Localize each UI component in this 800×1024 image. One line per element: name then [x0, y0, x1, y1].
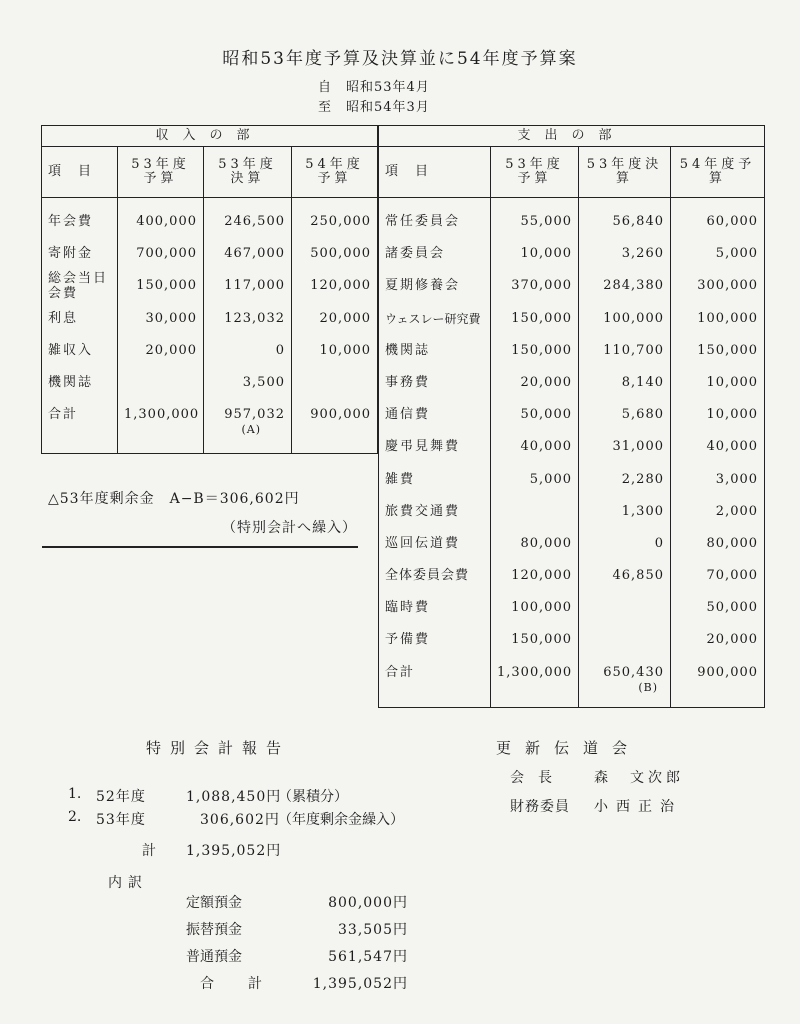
income-cell: 150,000	[136, 278, 197, 294]
income-header-c2: 53年度決算	[218, 156, 277, 186]
income-c3-column	[292, 198, 378, 454]
expense-cell: 150,000	[511, 310, 572, 326]
income-header-c1: 53年度予算	[131, 156, 190, 186]
officer-name: 森 文次郎	[594, 770, 684, 786]
income-cell: 123,032	[224, 310, 285, 326]
expense-table	[378, 125, 765, 708]
expense-cell: 10,000	[706, 374, 759, 390]
breakdown-total: 1,395,052円	[312, 976, 408, 992]
income-cell: 10,000	[319, 342, 372, 358]
expense-cell: 40,000	[520, 439, 572, 455]
expense-header-item: 項 目	[379, 147, 491, 198]
expense-row-label: 諸委員会	[385, 246, 446, 262]
breakdown-item-label: 普通預金	[186, 949, 242, 965]
expense-cell: 60,000	[706, 214, 759, 229]
expense-cell: 1,300,000	[497, 664, 573, 680]
income-header-c3: 54年度予算	[305, 156, 364, 186]
expense-cell: 284,380	[603, 278, 664, 294]
expense-mark-b: (B)	[638, 680, 658, 694]
expense-cell: 80,000	[520, 535, 572, 551]
expense-cell: 5,000	[715, 246, 759, 262]
expense-cell: 46,850	[612, 568, 664, 584]
special-line-year: 52年度	[96, 789, 146, 805]
breakdown-item-label: 定額預金	[186, 895, 242, 911]
breakdown-total-label: 合計	[200, 976, 296, 992]
expense-cell	[585, 624, 664, 656]
expense-row-label: 機関誌	[385, 342, 431, 358]
income-cell: 700,000	[136, 246, 197, 262]
expense-cell: 300,000	[697, 278, 759, 294]
expense-cell	[585, 592, 664, 624]
special-line-no: 1.	[68, 786, 82, 802]
income-row-label: 総会当日会費	[48, 271, 109, 302]
income-c1-column	[118, 198, 204, 454]
expense-header-c3: 54年度予算	[679, 156, 756, 186]
expense-cell: 50,000	[520, 407, 572, 423]
special-line-amount: 1,088,450円	[186, 789, 282, 805]
expense-row-label: 合計	[385, 664, 416, 680]
special-line-no: 2.	[68, 809, 82, 825]
expense-cell: 10,000	[706, 407, 759, 423]
expense-c2-column	[579, 198, 671, 708]
expense-cell	[497, 496, 572, 528]
expense-cell: 40,000	[706, 439, 759, 455]
expense-cell: 2,280	[621, 471, 664, 487]
income-cell	[124, 367, 197, 399]
special-line-note: （年度剰余金繰入）	[278, 812, 404, 828]
officer-role: 会長	[510, 770, 566, 786]
income-cell: 117,000	[224, 278, 285, 294]
income-row-label: 雑収入	[48, 342, 94, 358]
income-cell: 467,000	[224, 246, 285, 262]
expense-cell: 20,000	[706, 632, 759, 648]
special-line-year: 53年度	[96, 812, 146, 828]
income-cell: 900,000	[310, 407, 372, 423]
breakdown-item-label: 振替預金	[186, 922, 242, 938]
expense-row-label: 雑費	[385, 471, 416, 487]
expense-cell: 150,000	[511, 632, 572, 648]
expense-cell: 110,700	[603, 342, 664, 358]
expense-cell: 5,680	[621, 407, 664, 423]
income-cell: 246,500	[224, 214, 285, 229]
expense-row-label: ウェスレー研究費	[385, 311, 481, 326]
expense-cell: 370,000	[511, 278, 572, 294]
association-name: 更新伝道会	[496, 739, 642, 757]
income-cell: 3,500	[242, 374, 285, 390]
breakdown-label: 内訳	[108, 875, 148, 891]
income-cell: 20,000	[319, 310, 372, 326]
income-section-label: 収入の部	[42, 126, 378, 147]
expense-cell: 100,000	[697, 310, 759, 326]
expense-cell: 1,300	[621, 503, 664, 519]
expense-row-label: 臨時費	[385, 600, 431, 616]
expense-cell: 20,000	[520, 374, 572, 390]
officer-role: 財務委員	[510, 799, 570, 815]
expense-cell: 650,430	[603, 664, 664, 680]
income-cell: 30,000	[145, 310, 197, 326]
special-total: 1,395,052円	[186, 843, 282, 859]
surplus-text: △53年度剰余金 A−B＝306,602円	[48, 491, 300, 507]
divider-rule	[42, 546, 358, 548]
special-report-title: 特別会計報告	[146, 739, 291, 757]
expense-c1-column	[491, 198, 579, 708]
expense-cell: 80,000	[706, 535, 759, 551]
expense-cell: 100,000	[603, 310, 664, 326]
expense-row-label: 通信費	[385, 407, 431, 423]
expense-item-column	[379, 198, 491, 708]
expense-cell: 0	[654, 535, 664, 551]
special-line-amount: 306,602円	[200, 812, 280, 828]
income-mark-a: (A)	[241, 423, 261, 437]
expense-cell: 3,000	[715, 471, 759, 487]
income-row-label: 年会費	[48, 214, 94, 229]
expense-row-label: 常任委員会	[385, 214, 461, 229]
period-from: 自 昭和53年4月	[318, 80, 430, 95]
income-row-label: 機関誌	[48, 374, 94, 390]
income-cell: 500,000	[310, 246, 372, 262]
expense-cell: 150,000	[511, 342, 572, 358]
income-row-label: 利息	[48, 310, 79, 326]
income-cell: 20,000	[145, 342, 197, 358]
income-cell: 400,000	[136, 214, 197, 229]
income-header-item: 項 目	[42, 147, 118, 198]
expense-row-label: 予備費	[385, 632, 431, 648]
expense-row-label: 事務費	[385, 374, 431, 390]
breakdown-item-amount: 33,505円	[338, 922, 408, 938]
income-cell	[298, 367, 371, 399]
income-item-column	[42, 198, 118, 454]
page-title: 昭和53年度予算及決算並に54年度予算案	[222, 49, 578, 69]
expense-cell: 31,000	[612, 439, 664, 455]
expense-section-label: 支出の部	[379, 126, 765, 147]
surplus-note: （特別会計へ繰入）	[222, 520, 357, 536]
expense-cell: 150,000	[697, 342, 759, 358]
expense-header-c2: 53年度決算	[586, 156, 663, 186]
expense-c3-column	[671, 198, 765, 708]
income-cell: 0	[275, 342, 285, 358]
income-cell: 957,032	[224, 407, 285, 423]
expense-cell: 8,140	[621, 374, 664, 390]
income-row-label: 寄附金	[48, 246, 94, 262]
expense-row-label: 夏期修養会	[385, 278, 461, 294]
special-total-label: 計	[142, 843, 156, 859]
expense-cell: 100,000	[511, 600, 572, 616]
income-c2-column	[204, 198, 292, 454]
expense-row-label: 旅費交通費	[385, 503, 461, 519]
income-table	[41, 125, 378, 454]
expense-cell: 2,000	[715, 503, 759, 519]
income-cell: 250,000	[310, 214, 372, 229]
expense-header-c1: 53年度予算	[505, 156, 564, 186]
income-cell: 120,000	[310, 278, 372, 294]
breakdown-item-amount: 561,547円	[328, 949, 408, 965]
expense-cell: 900,000	[697, 664, 759, 680]
income-row-label: 合計	[48, 407, 79, 423]
expense-cell: 70,000	[706, 568, 759, 584]
expense-cell: 120,000	[511, 568, 572, 584]
officer-name: 小西正治	[594, 799, 682, 815]
expense-row-label: 全体委員会費	[385, 568, 470, 584]
expense-cell: 56,840	[612, 214, 664, 229]
period-to: 至 昭和54年3月	[318, 100, 430, 115]
expense-cell: 55,000	[520, 214, 572, 229]
expense-cell: 10,000	[520, 246, 572, 262]
expense-cell: 50,000	[706, 600, 759, 616]
special-line-note: （累積分）	[278, 789, 348, 805]
income-cell: 1,300,000	[124, 407, 200, 423]
expense-row-label: 巡回伝道費	[385, 535, 461, 551]
expense-cell: 3,260	[621, 246, 664, 262]
expense-cell: 5,000	[529, 471, 572, 487]
expense-row-label: 慶弔見舞費	[385, 439, 461, 455]
breakdown-item-amount: 800,000円	[328, 895, 408, 911]
